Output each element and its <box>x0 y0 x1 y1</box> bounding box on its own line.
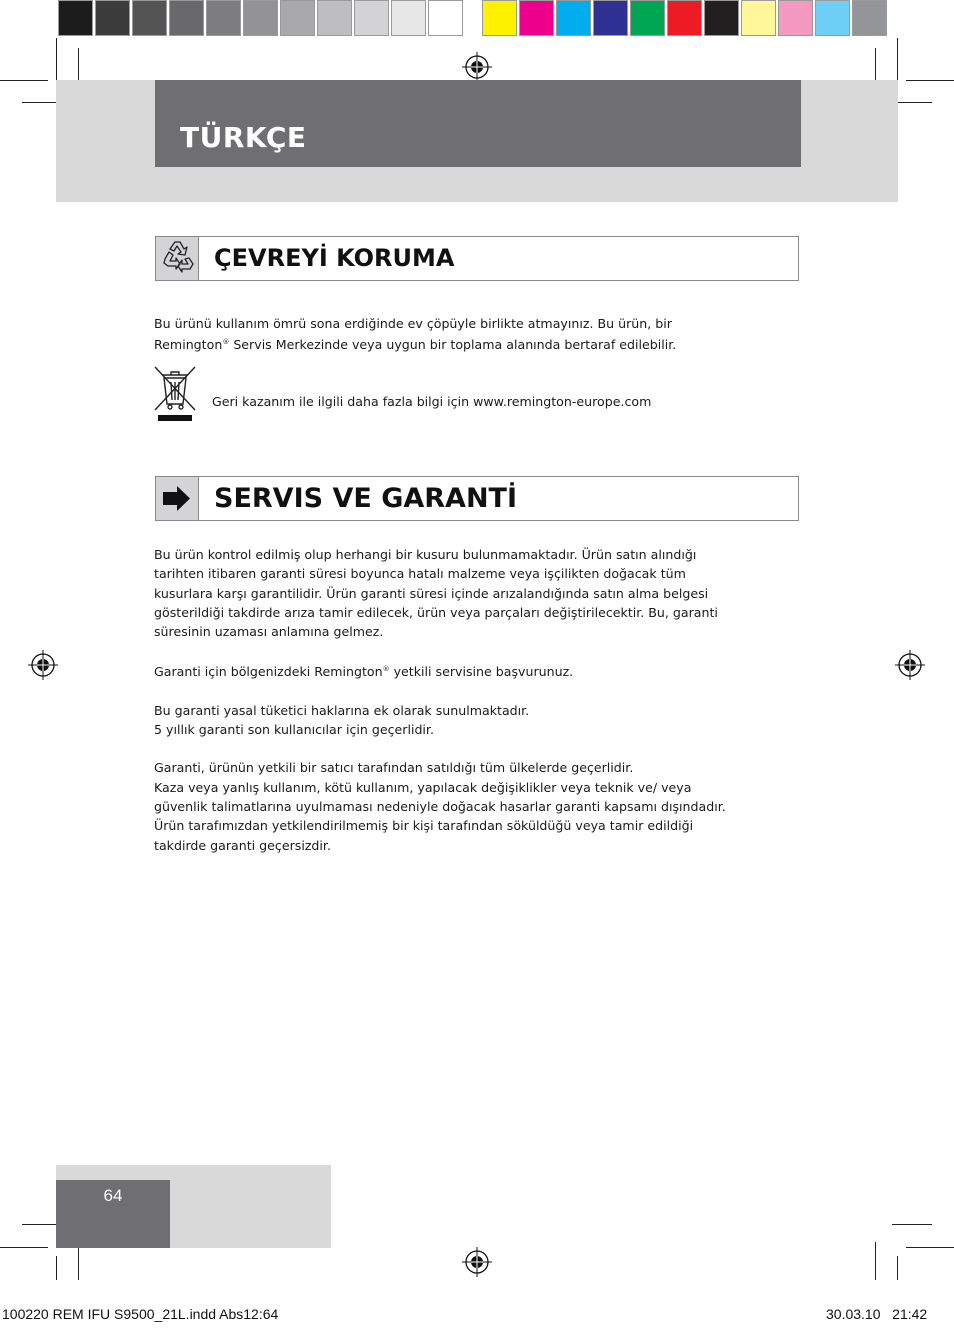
warranty-paragraph-3 <box>154 701 774 740</box>
color-swatch <box>132 0 167 36</box>
text-line: gösterildiği takdirde arıza tamir edilecek, ürün veya parçaları değiştirilecektir. Bu, garanti <box>154 604 718 620</box>
registered-mark: ® <box>382 665 390 674</box>
color-swatch <box>852 0 887 36</box>
text-line: Bu ürün kontrol edilmiş olup herhangi bir kusuru bulunmamaktadır. Ürün satın alındığı <box>154 547 697 562</box>
text-line: Garanti, ürünün yetkili bir satıcı tarafından satıldığı tüm ülkelerde geçerlidir. <box>154 760 634 776</box>
text-line: güvenlik talimatlarına uyulmaması nedeniyle doğacak hasarlar garanti kapsamı dışındadır. <box>154 798 726 814</box>
color-swatch <box>58 0 93 36</box>
registered-mark: ® <box>222 338 230 347</box>
text-line: süresinin uzaması anlamına gelmez. <box>154 624 384 640</box>
color-swatch <box>630 0 665 36</box>
text-line: tarihten itibaren garanti süresi boyunca hatalı malzeme veya işçilikten doğacak tüm <box>154 566 686 582</box>
process-color-bar <box>482 0 889 38</box>
warranty-paragraph-4 <box>154 758 774 854</box>
color-swatch <box>482 0 517 36</box>
text-fragment: Garanti için bölgenizdeki Remington <box>154 664 383 680</box>
text-line: Bu garanti yasal tüketici haklarına ek olarak sunulmaktadır. <box>154 702 530 718</box>
color-swatch <box>391 0 426 36</box>
recycling-info-text: Geri kazanım ile ilgili daha fazla bilgi için www.remington-europe.com <box>212 394 652 409</box>
page-number: 64 <box>103 1186 123 1205</box>
environment-paragraph <box>154 314 774 355</box>
color-swatch <box>519 0 554 36</box>
color-swatch <box>95 0 130 36</box>
registration-mark-icon <box>461 51 493 83</box>
color-swatch <box>354 0 389 36</box>
color-swatch <box>593 0 628 36</box>
registration-mark-icon <box>894 649 926 681</box>
section-heading-service-warranty <box>155 476 799 521</box>
section-title: ÇEVREYİ KORUMA <box>214 244 455 272</box>
arrow-right-icon <box>156 477 199 520</box>
text-line: Bu ürünü kullanım ömrü sona erdiğinde ev çöpüyle birlikte atmayınız. Bu ürün, bir <box>154 316 672 331</box>
color-swatch <box>741 0 776 36</box>
text-line: kusurlara karşı garantilidir. Ürün garanti süresi içinde arızalandığında satın alma belgesi <box>154 585 709 601</box>
file-slug: 100220 REM IFU S9500_21L.indd Abs12:64 <box>2 1306 279 1322</box>
color-swatch <box>206 0 241 36</box>
color-swatch <box>704 0 739 36</box>
grayscale-color-bar <box>58 0 465 38</box>
warranty-paragraph-2 <box>154 660 774 681</box>
color-swatch <box>317 0 352 36</box>
registration-mark-icon <box>27 649 59 681</box>
date-time-slug: 30.03.10 21:42 <box>826 1306 928 1322</box>
text-fragment: Servis Merkezinde veya uygun bir toplama alanında bertaraf edilebilir. <box>229 337 677 353</box>
text-line: takdirde garanti geçersizdir. <box>154 837 331 853</box>
text-line <box>154 333 774 354</box>
page-title: TÜRKÇE <box>180 121 307 154</box>
color-swatch <box>815 0 850 36</box>
text-fragment: yetkili servisine başvurunuz. <box>389 664 574 680</box>
text-line: Ürün tarafımızdan yetkilendirilmemiş bir kişi tarafından söküldüğü veya tamir edildiği <box>154 818 694 834</box>
color-swatch <box>556 0 591 36</box>
brand-name: Remington <box>154 337 223 353</box>
recycle-icon <box>156 237 199 280</box>
registration-mark-icon <box>461 1246 493 1278</box>
color-swatch <box>667 0 702 36</box>
section-title: SERVIS VE GARANTİ <box>214 483 518 514</box>
text-line: Kaza veya yanlış kullanım, kötü kullanım, yapılacak değişiklikler veya teknik ve/ veya <box>154 779 692 795</box>
text-line: 5 yıllık garanti son kullanıcılar için geçerlidir. <box>154 722 434 738</box>
crossed-bin-icon <box>152 364 198 424</box>
color-swatch <box>280 0 315 36</box>
warranty-paragraph-1 <box>154 545 774 641</box>
color-swatch <box>428 0 463 36</box>
color-swatch <box>169 0 204 36</box>
color-swatch <box>778 0 813 36</box>
section-heading-environment <box>155 236 799 281</box>
color-swatch <box>243 0 278 36</box>
warranty-text <box>154 545 774 855</box>
